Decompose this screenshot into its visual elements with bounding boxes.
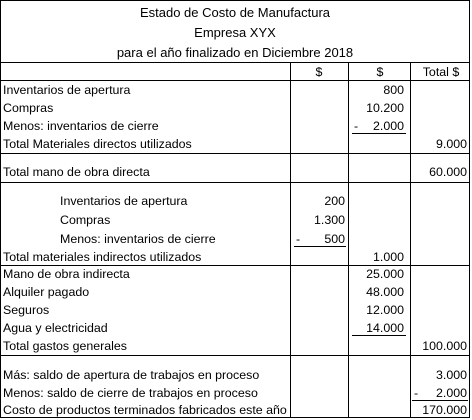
table-border-top <box>0 0 470 1</box>
row-label: Costo de productos terminados fabricados este año <box>3 403 287 417</box>
row-value-col2: 1.000 <box>372 250 404 264</box>
row-mano-obra-indirecta <box>0 265 470 283</box>
company-name: Empresa XYX <box>194 24 276 40</box>
column-header-2: $ <box>376 65 384 79</box>
row-inventarios-apertura <box>0 81 470 99</box>
row-ind-compras <box>0 211 470 229</box>
row-value-col1: 500 <box>324 232 345 246</box>
row-label: Menos: inventarios de cierre <box>60 232 216 246</box>
row-value-total: 170.000 <box>422 403 467 417</box>
table-border-bottom <box>0 417 470 418</box>
row-total-materiales-directos <box>0 135 470 153</box>
row-label: Total gastos generales <box>3 339 127 353</box>
column-divider <box>410 62 411 418</box>
row-ind-inventarios-apertura <box>0 192 470 210</box>
statement-title: Estado de Costo de Manufactura <box>139 4 331 20</box>
row-seguros <box>0 301 470 319</box>
row-value-total: 60.000 <box>429 165 467 179</box>
row-label: Alquiler pagado <box>3 285 90 299</box>
row-value-col1: 1.300 <box>313 213 345 227</box>
row-label: Compras <box>3 101 54 115</box>
row-label: Total Materiales directos utilizados <box>3 137 192 151</box>
row-value-col2: 25.000 <box>366 267 404 281</box>
row-value-col2: 48.000 <box>366 285 404 299</box>
minus-sign: - <box>354 119 359 133</box>
row-menos-saldo-cierre <box>0 384 470 402</box>
row-alquiler-pagado <box>0 283 470 301</box>
minus-sign: - <box>296 232 301 246</box>
table-rule <box>0 153 470 154</box>
row-value-total: 3.000 <box>435 368 467 382</box>
table-rule <box>0 62 470 63</box>
column-header-1: $ <box>315 65 323 79</box>
row-label: Inventarios de apertura <box>3 83 131 97</box>
table-rule <box>0 80 470 81</box>
subtotal-underline <box>352 133 406 134</box>
table-border-right <box>469 0 470 418</box>
column-divider <box>290 62 291 418</box>
row-value-col2: 800 <box>383 83 404 97</box>
row-label: Mano de obra indirecta <box>3 267 130 281</box>
row-ind-menos-inventarios-cierre <box>0 230 470 248</box>
column-header-row <box>0 63 470 81</box>
row-label: Agua y electricidad <box>3 321 108 335</box>
period-caption: para el año finalizado en Diciembre 2018 <box>116 44 354 60</box>
row-label: Más: saldo de apertura de trabajos en proceso <box>3 368 260 382</box>
row-total-materiales-indirectos <box>0 248 470 266</box>
row-label: Inventarios de apertura <box>60 194 188 208</box>
table-rule <box>0 355 470 356</box>
row-label: Total materiales indirectos utilizados <box>3 250 202 264</box>
row-total-gastos-generales <box>0 337 470 355</box>
row-value-col2: 12.000 <box>366 303 404 317</box>
row-value-col1: 200 <box>324 194 345 208</box>
row-value-total: 100.000 <box>422 339 467 353</box>
row-value-col2: 10.200 <box>366 101 404 115</box>
row-label: Total mano de obra directa <box>3 165 150 179</box>
row-value-col2: 2.000 <box>372 119 404 133</box>
column-header-total: Total $ <box>422 65 460 79</box>
table-rule <box>0 182 470 183</box>
row-value-total: 9.000 <box>435 137 467 151</box>
row-compras <box>0 99 470 117</box>
row-mano-obra-directa <box>0 163 470 181</box>
table-rule <box>0 265 470 266</box>
row-value-total: 2.000 <box>435 386 467 400</box>
row-label: Compras <box>60 213 111 227</box>
row-label: Menos: inventarios de cierre <box>3 119 159 133</box>
table-border-left <box>0 0 1 418</box>
row-label: Seguros <box>3 303 50 317</box>
subtotal-underline <box>352 335 406 336</box>
row-mas-saldo-apertura <box>0 366 470 384</box>
row-value-col2: 14.000 <box>366 321 404 335</box>
minus-sign: - <box>414 386 419 400</box>
subtotal-underline <box>294 246 346 247</box>
column-divider <box>348 62 349 418</box>
row-label: Menos: saldo de cierre de trabajos en proceso <box>3 386 258 400</box>
